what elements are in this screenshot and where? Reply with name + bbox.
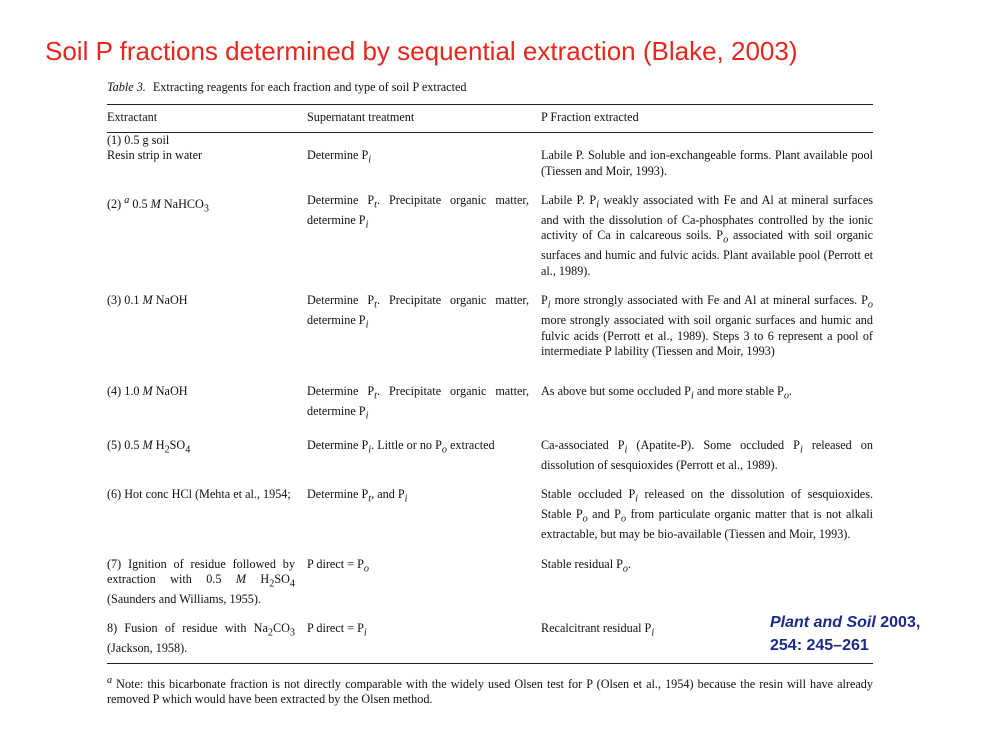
cell-p-fraction: Labile P. Soluble and ion-exchangeable forms. Plant available pool (Tiessen and Moir, 1993). xyxy=(541,148,873,178)
cell-p-fraction: Stable residual $P_o$. xyxy=(541,556,632,574)
cell-supernatant-treatment: P direct = $P_i$ xyxy=(307,621,367,639)
cell-p-fraction: Stable occluded $P_i$ released on the dissolution of sesquioxides. Stable $P_o$ and $P_o$ from particulate organic matter that is not alkali extractable, but may be bio-available (Tiessen and Moir, 1993). xyxy=(541,487,874,541)
extraction-table xyxy=(107,80,873,708)
cell-extractant: (7) Ignition of residue followed by extraction with 0.5 M $H_2SO_4$ (Saunders and Williams, 1955). xyxy=(107,556,295,606)
header-supernatant-treatment: Supernatant treatment xyxy=(307,110,415,124)
table-caption-label: Table 3. xyxy=(107,80,146,94)
cell-supernatant-treatment: Determine $P_i$. Little or no $P_o$ extracted xyxy=(307,437,495,456)
cell-extractant: (3) 0.1 M NaOH xyxy=(107,293,188,308)
slide-title: Soil P fractions determined by sequential extraction (Blake, 2003) xyxy=(45,36,798,66)
citation xyxy=(770,611,920,657)
table-body xyxy=(107,133,873,657)
table-row xyxy=(107,193,873,293)
table xyxy=(107,105,873,657)
cell-extractant: (4) 1.0 M NaOH xyxy=(107,383,188,398)
cell-supernatant-treatment: Determine $P_t$. Precipitate organic matter, determine $P_i$ xyxy=(307,383,530,422)
cell-p-fraction: Labile P. $P_i$ weakly associated with Fe and Al at mineral surfaces and with the dissolution of Ca-phosphates controlled by the ionic activity of Ca in calcareous soils. $P_o$ associated with soil organic surfaces and humic and fulvic acids. Plant available pool (Perrott et al., 1989). xyxy=(541,193,874,278)
cell-supernatant-treatment: P direct = $P_o$ xyxy=(307,556,369,574)
table-bottom-rule xyxy=(107,663,873,664)
table-row xyxy=(107,293,873,383)
cell-extractant: (1) 0.5 g soil Resin strip in water xyxy=(107,132,203,162)
cell-supernatant-treatment: Determine $P_t$. Precipitate organic matter, determine $P_i$ xyxy=(307,193,530,231)
citation-year: 2003, xyxy=(880,614,921,631)
header-extractant: Extractant xyxy=(107,110,158,124)
cell-p-fraction: Ca-associated $P_i$ (Apatite-P). Some occluded $P_i$ released on dissolution of sesquioxides (Perrott et al., 1989). xyxy=(541,437,873,472)
table-row xyxy=(107,621,873,656)
table-caption-text: Extracting reagents for each fraction and type of soil P extracted xyxy=(152,80,467,94)
table-header-row xyxy=(107,105,873,132)
cell-extractant: 8) Fusion of residue with $Na_2CO_3$ (Jackson, 1958). xyxy=(107,621,295,656)
cell-extractant: (2) $^a$ 0.5 M NaHCO$_3$ xyxy=(107,195,209,215)
cell-supernatant-treatment: Determine $P_t$. Precipitate organic matter, determine $P_i$ xyxy=(307,293,530,331)
cell-supernatant-treatment: Determine $P_t$, and $P_i$ xyxy=(307,487,408,505)
cell-p-fraction: Recalcitrant residual $P_i$ xyxy=(541,621,655,639)
table-caption xyxy=(107,80,873,95)
cell-p-fraction: $P_i$ more strongly associated with Fe and Al at mineral surfaces. $P_o$ more strongly associated with soil organic surfaces and humic and fulvic acids (Perrott et al., 1989). Steps 3 to 6 represent a pool of intermediate P lability (Tiessen and Moir, 1993) xyxy=(541,293,873,359)
cell-p-fraction: As above but some occluded $P_i$ and more stable $P_o$. xyxy=(541,383,792,402)
citation-journal: Plant and Soil xyxy=(770,614,876,631)
table-row xyxy=(107,487,873,556)
table-row xyxy=(107,133,873,194)
cell-extractant: (5) 0.5 M $H_2SO_4$ xyxy=(107,437,191,456)
table-footnote: $^a$ Note: this bicarbonate fraction is not directly comparable with the widely used Olsen test for P (Olsen et al., 1954) because the resin will have already removed P which would have been extracted by the Olsen method. xyxy=(107,674,873,707)
table-row xyxy=(107,557,873,622)
cell-extractant: (6) Hot conc HCl (Mehta et al., 1954; xyxy=(107,487,291,502)
table-row xyxy=(107,438,873,487)
cell-supernatant-treatment: Determine $P_i$ xyxy=(307,148,372,166)
citation-volume-pages: 254: 245–261 xyxy=(770,637,869,654)
table-row xyxy=(107,384,873,438)
header-p-fraction: P Fraction extracted xyxy=(541,110,639,124)
